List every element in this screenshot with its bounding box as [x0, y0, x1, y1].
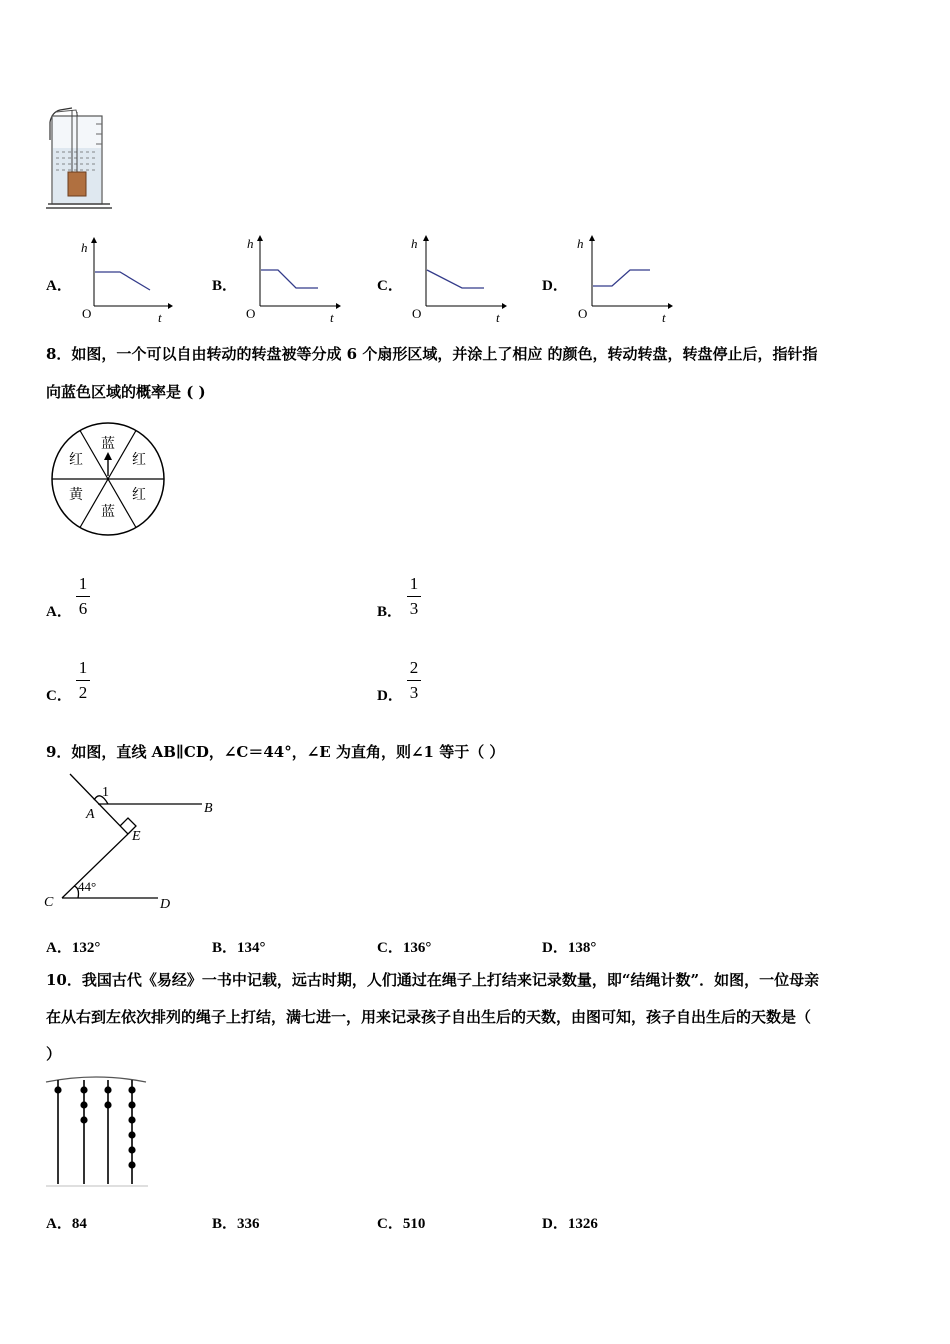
knot-rope-figure — [44, 1076, 150, 1188]
sector-upper-left: 红 — [69, 453, 83, 468]
q8-option-c-fraction — [76, 658, 90, 703]
q8-option-b[interactable]: B． — [377, 604, 403, 620]
q7-graph-b-o: O — [246, 306, 256, 321]
q8-option-a[interactable]: A． — [46, 604, 72, 620]
sector-bottom: 蓝 — [101, 505, 115, 520]
q9-option-d[interactable]: D．138° — [542, 940, 597, 956]
q8-option-a-den: 6 — [78, 599, 88, 618]
q7-graph-b-h: h — [247, 236, 254, 251]
q8-option-d-num: 2 — [409, 658, 419, 677]
q8-option-b-num: 1 — [409, 574, 419, 593]
q7-graph-c — [406, 234, 511, 326]
q7-graph-d-h: h — [577, 236, 584, 251]
q9-option-b[interactable]: B．134° — [212, 940, 266, 956]
q10-option-a[interactable]: A．84 — [46, 1216, 87, 1232]
label-e: E — [132, 829, 141, 844]
q10-option-b[interactable]: B．336 — [212, 1216, 260, 1232]
q7-graph-d — [572, 234, 677, 326]
q8-option-b-fraction — [407, 574, 421, 619]
knot-rope4-3 — [128, 1116, 135, 1123]
spinner-figure — [48, 420, 174, 538]
q7-graph-d-o: O — [578, 306, 588, 321]
label-a: A — [86, 807, 95, 822]
knot-rope4-4 — [128, 1131, 135, 1138]
q9-geometry-figure — [40, 770, 230, 915]
label-1: 1 — [102, 785, 109, 800]
knot-rope4-6 — [128, 1161, 135, 1168]
q8-option-a-fraction — [76, 574, 90, 619]
label-angle: 44° — [78, 879, 97, 894]
q8-option-b-den: 3 — [409, 599, 419, 618]
q8-option-c[interactable]: C． — [46, 688, 72, 704]
q10-option-c[interactable]: C．510 — [377, 1216, 426, 1232]
q8-option-c-den: 2 — [78, 683, 88, 702]
q7-graph-a-o: O — [82, 306, 92, 321]
label-b: B — [204, 801, 213, 816]
q9-option-a[interactable]: A．132° — [46, 940, 101, 956]
q7-graph-b — [240, 234, 345, 326]
q8-option-d-den: 3 — [409, 683, 419, 702]
knot-rope2-2 — [80, 1101, 87, 1108]
q9-stem: 9．如图，直线 AB∥CD，∠C＝44°，∠E 为直角，则∠1 等于（ ） — [46, 743, 505, 761]
q7-graph-d-t: t — [662, 310, 666, 325]
q10-stem-line2: 在从右到左依次排列的绳子上打结，满七进一，用来记录孩子自出生后的天数，由图可知，孩子自出生后的天数是（ — [46, 1008, 812, 1026]
label-c: C — [44, 895, 54, 910]
q7-graph-c-o: O — [412, 306, 422, 321]
q8-option-a-num: 1 — [78, 574, 88, 593]
q7-option-a-label[interactable]: A． — [46, 278, 72, 294]
knot-rope3-2 — [104, 1101, 111, 1108]
sector-lower-left: 黄 — [69, 488, 83, 503]
q7-option-d-label[interactable]: D． — [542, 278, 568, 294]
q8-stem-line1: 8．如图，一个可以自由转动的转盘被等分成 6 个扇形区域，并涂上了相应 的颜色，转动转盘，转盘停止后，指针指 — [46, 345, 818, 363]
q8-option-c-num: 1 — [78, 658, 88, 677]
q7-graph-c-t: t — [496, 310, 500, 325]
sector-lower-right: 红 — [132, 488, 146, 503]
label-d: D — [160, 897, 171, 912]
q10-stem-line3: ） — [46, 1045, 62, 1063]
q7-option-c-label[interactable]: C． — [377, 278, 403, 294]
q8-option-d[interactable]: D． — [377, 688, 403, 704]
q7-graph-a-h: h — [81, 240, 88, 255]
beaker-figure — [44, 104, 114, 214]
knot-rope2-1 — [80, 1086, 87, 1093]
knot-rope4-5 — [128, 1146, 135, 1153]
q7-option-b-label[interactable]: B． — [212, 278, 238, 294]
q7-graph-a-t: t — [158, 310, 162, 325]
sector-top: 蓝 — [101, 437, 115, 452]
knot-rope4-1 — [128, 1086, 135, 1093]
q8-stem-line2: 向蓝色区域的概率是 ( ) — [46, 383, 206, 401]
q10-option-d[interactable]: D．1326 — [542, 1216, 598, 1232]
knot-rope4-2 — [128, 1101, 135, 1108]
q7-graph-a — [78, 236, 178, 326]
sector-upper-right: 红 — [132, 453, 146, 468]
knot-rope1-1 — [54, 1086, 61, 1093]
knot-rope2-3 — [80, 1116, 87, 1123]
knot-rope3-1 — [104, 1086, 111, 1093]
q8-option-d-fraction — [407, 658, 421, 703]
q7-graph-c-h: h — [411, 236, 418, 251]
q10-stem-line1: 10．我国古代《易经》一书中记载，远古时期，人们通过在绳子上打结来记录数量，即“结绳计数”．如图，一位母亲 — [46, 971, 820, 989]
q7-graph-b-t: t — [330, 310, 334, 325]
q9-option-c[interactable]: C．136° — [377, 940, 432, 956]
